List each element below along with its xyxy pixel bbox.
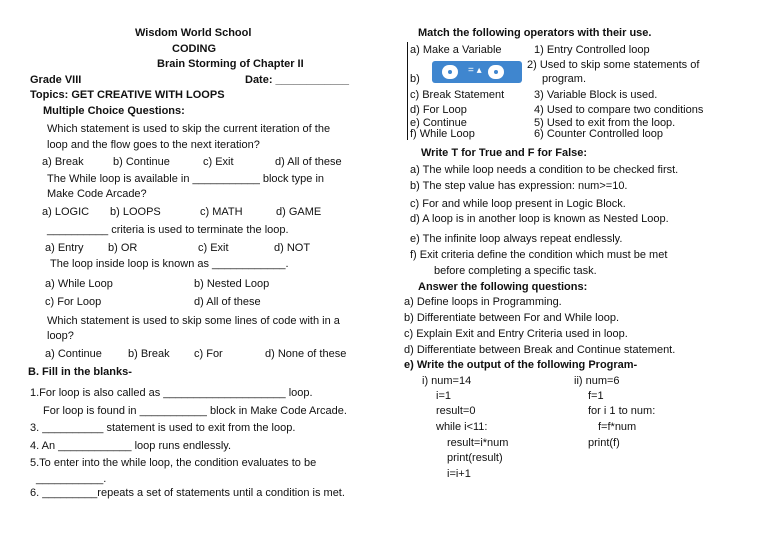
- match-right-item: program.: [542, 73, 587, 85]
- mcq-q4-option: c) For Loop: [45, 296, 102, 308]
- mcq-q2: The While loop is available in ___________ block type in: [47, 173, 325, 185]
- answer-item: e) Write the output of the following Program-: [404, 359, 638, 371]
- match-left-item: f) While Loop: [410, 128, 475, 140]
- match-left-item: b): [410, 73, 420, 85]
- mcq-q5-cont: loop?: [47, 330, 74, 342]
- topic-label: Topics: GET CREATIVE WITH LOOPS: [30, 89, 225, 101]
- answer-heading: Answer the following questions:: [418, 281, 588, 293]
- program2-line: f=f*num: [598, 421, 637, 433]
- answer-item: c) Explain Exit and Entry Criteria used in loop.: [404, 328, 628, 340]
- mcq-q4-option: a) While Loop: [45, 278, 113, 290]
- mcq-q5-option: b) Break: [128, 348, 170, 360]
- fill-item: 4. An ____________ loop runs endlessly.: [30, 440, 232, 452]
- block-operator: = ▴: [468, 65, 482, 76]
- fill-item: 3. __________ statement is used to exit from the loop.: [30, 422, 296, 434]
- mcq-q4-option: d) All of these: [194, 296, 261, 308]
- program1-line: i=i+1: [447, 468, 471, 480]
- program1-line: result=i*num: [447, 437, 509, 449]
- match-heading: Match the following operators with their use.: [418, 27, 652, 39]
- tf-item: b) The step value has expression: num>=10.: [410, 180, 628, 192]
- mcq-q1: Which statement is used to skip the current iteration of the: [47, 123, 331, 135]
- answer-item: b) Differentiate between For and While loop.: [404, 312, 620, 324]
- mcq-q4-option: b) Nested Loop: [194, 278, 270, 290]
- mcq-q5: Which statement is used to skip some lines of code with in a: [47, 315, 340, 327]
- program1-line: print(result): [447, 452, 503, 464]
- match-left-item: a) Make a Variable: [410, 44, 502, 56]
- mcq-q2-cont: Make Code Arcade?: [47, 188, 147, 200]
- fill-item: 1.For loop is also called as ____________________ loop.: [30, 387, 313, 399]
- program1-line: result=0: [436, 405, 476, 417]
- answer-item: a) Define loops in Programming.: [404, 296, 562, 308]
- mcq-q3: __________ criteria is used to terminate the loop.: [47, 224, 289, 236]
- mcq-q1-option: b) Continue: [113, 156, 170, 168]
- mcq-q3-option: c) Exit: [198, 242, 229, 254]
- answer-item: d) Differentiate between Break and Continue statement.: [404, 344, 676, 356]
- mcq-q3-option: b) OR: [108, 242, 138, 254]
- match-right-item: 3) Variable Block is used.: [534, 89, 658, 101]
- variable-block-image: [432, 61, 522, 83]
- match-right-item: 4) Used to compare two conditions: [534, 104, 704, 116]
- tf-heading: Write T for True and F for False:: [421, 147, 588, 159]
- mcq-q2-option: a) LOGIC: [42, 206, 90, 218]
- date-label: Date: ____________: [245, 74, 349, 86]
- mcq-q2-option: d) GAME: [276, 206, 322, 218]
- tf-item: d) A loop is in another loop is known as Nested Loop.: [410, 213, 669, 225]
- mcq-q1-option: d) All of these: [275, 156, 342, 168]
- mcq-q4: The loop inside loop is known as ____________.: [50, 258, 289, 270]
- mcq-q2-option: b) LOOPS: [110, 206, 161, 218]
- match-left-item: e) Continue: [410, 117, 467, 129]
- tf-item: a) The while loop needs a condition to be checked first.: [410, 164, 679, 176]
- match-divider: [407, 42, 408, 140]
- program2-line: print(f): [588, 437, 620, 449]
- match-right-item: 5) Used to exit from the loop.: [534, 117, 676, 129]
- mcq-heading: Multiple Choice Questions:: [43, 105, 185, 117]
- worksheet-title: Brain Storming of Chapter II: [157, 58, 304, 70]
- match-left-item: d) For Loop: [410, 104, 467, 116]
- block-slot-left: [442, 65, 458, 79]
- mcq-q5-option: c) For: [194, 348, 223, 360]
- mcq-q5-option: a) Continue: [45, 348, 102, 360]
- tf-item: e) The infinite loop always repeat endlessly.: [410, 233, 623, 245]
- match-right-item: 1) Entry Controlled loop: [534, 44, 650, 56]
- match-right-item: 6) Counter Controlled loop: [534, 128, 664, 140]
- school-name: Wisdom World School: [135, 27, 252, 39]
- fill-heading: B. Fill in the blanks-: [28, 366, 132, 378]
- block-slot-right: [488, 65, 504, 79]
- fill-item: ___________.: [36, 473, 107, 485]
- tf-item-cont: before completing a specific task.: [434, 265, 597, 277]
- fill-item: 6. _________repeats a set of statements until a condition is met.: [30, 487, 345, 499]
- program1-line: while i<11:: [436, 421, 488, 433]
- mcq-q3-option: a) Entry: [45, 242, 84, 254]
- grade-label: Grade VIII: [30, 74, 82, 86]
- match-right-item: 2) Used to skip some statements of: [527, 59, 700, 71]
- program2-line: for i 1 to num:: [588, 405, 656, 417]
- mcq-q5-option: d) None of these: [265, 348, 347, 360]
- tf-item: f) Exit criteria define the condition which must be met: [410, 249, 668, 261]
- program2-line: ii) num=6: [574, 375, 620, 387]
- program2-line: f=1: [588, 390, 604, 402]
- match-left-item: c) Break Statement: [410, 89, 505, 101]
- fill-item: 5.To enter into the while loop, the condition evaluates to be: [30, 457, 317, 469]
- tf-item: c) For and while loop present in Logic Block.: [410, 198, 626, 210]
- mcq-q3-option: d) NOT: [274, 242, 311, 254]
- fill-item: For loop is found in ___________ block in Make Code Arcade.: [43, 405, 347, 417]
- mcq-q1-cont: loop and the flow goes to the next iteration?: [47, 139, 260, 151]
- mcq-q2-option: c) MATH: [200, 206, 243, 218]
- mcq-q1-option: c) Exit: [203, 156, 234, 168]
- program1-line: i=1: [436, 390, 451, 402]
- program1-line: i) num=14: [422, 375, 472, 387]
- mcq-q1-option: a) Break: [42, 156, 84, 168]
- subject-title: CODING: [172, 43, 216, 55]
